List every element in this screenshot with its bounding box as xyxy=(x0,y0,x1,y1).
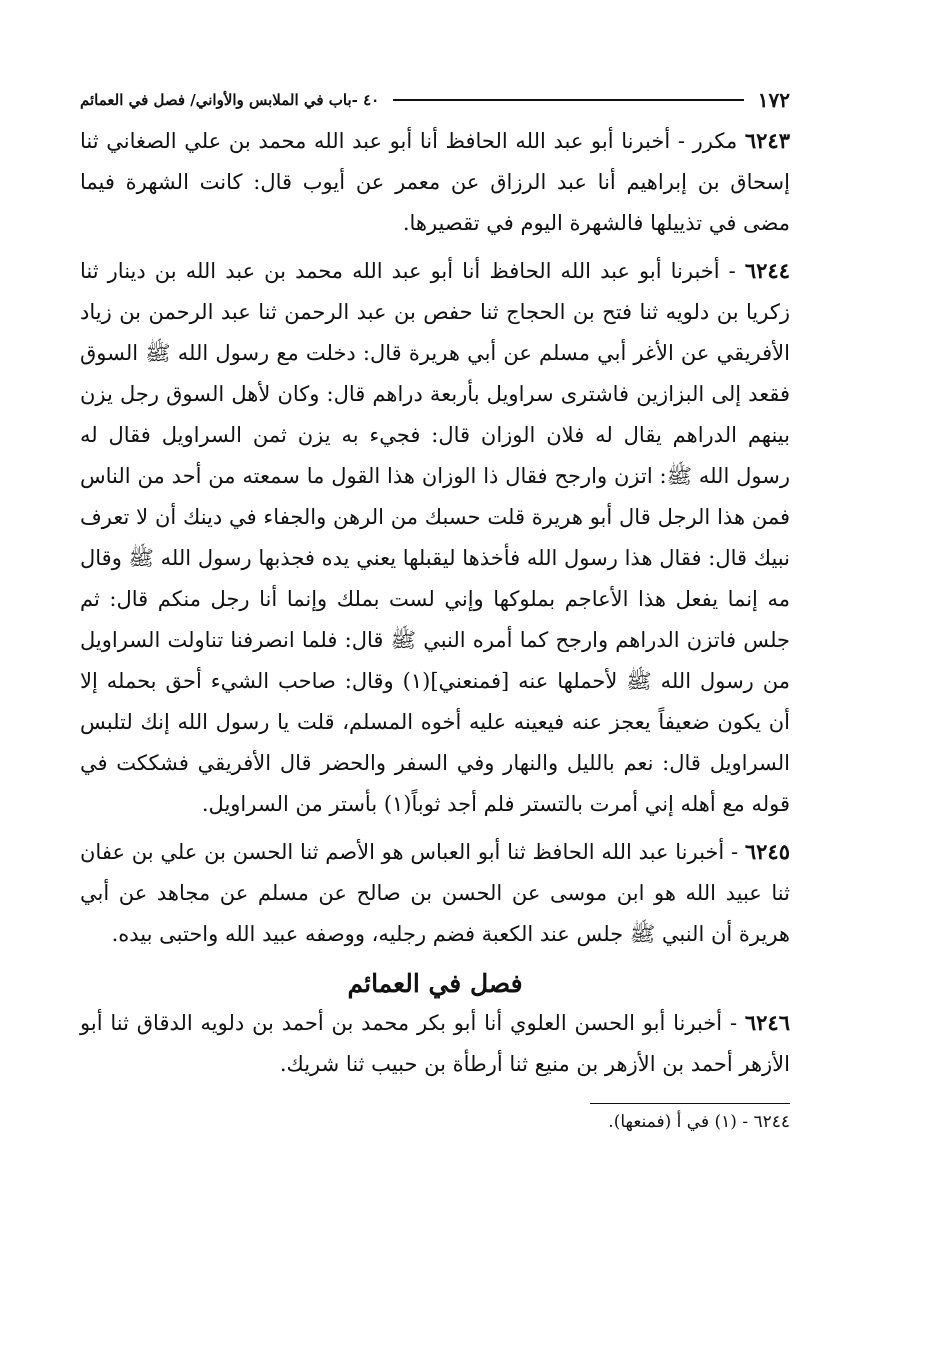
book-page xyxy=(80,80,790,1132)
hadith-text: - أخبرنا عبد الله الحافظ ثنا أبو العباس هو الأصم ثنا الحسن بن علي بن عفان ثنا عبيد الله هو ابن موسى عن الحسن بن صالح عن مسلم عن مجاهد عن أبي هريرة أن النبي ﷺ جلس عند الكعبة فضم رجليه، ووصفه عبيد الله واحتبى بيده. xyxy=(80,840,790,946)
footnote-rule xyxy=(590,1103,790,1104)
hadith-number: ٦٢٤٥ xyxy=(744,839,790,864)
footnote: ٦٢٤٤ - (١) في أ (فمنعها). xyxy=(608,1112,790,1132)
hadith-number: ٦٢٤٦ xyxy=(744,1010,790,1035)
page-number: ١٧٢ xyxy=(757,88,790,112)
hadith-paragraph xyxy=(80,1002,790,1085)
hadith-paragraph xyxy=(80,120,790,244)
section-title: فصل في العمائم xyxy=(347,969,523,998)
hadith-text: - أخبرنا أبو عبد الله الحافظ أنا أبو عبد الله محمد بن عبد الله بن دينار ثنا زكريا بن دلويه ثنا فتح بن الحجاج ثنا حفص بن عبد الرحمن ثنا عبد الرحمن بن زياد الأفريقي عن الأغر أبي مسلم عن أبي هريرة قال: دخلت مع رسول الله ﷺ السوق فقعد إلى البزازين فاشترى سراويل بأربعة دراهم قال: وكان لأهل السوق رجل يزن بينهم الدراهم يقال له فلان الوزان قال: فجيء به يزن ثمن السراويل فقال له رسول الله ﷺ: اتزن وارجح فقال ذا الوزان هذا القول ما سمعته من أحد من الناس فمن هذا الرجل قال أبو هريرة قلت حسبك من الرهن والجفاء في دينك أن لا تعرف نبيك قال: فقال هذا رسول الله فأخذها ليقبلها يعني يده فجذبها رسول الله ﷺ وقال مه إنما يفعل هذا الأعاجم بملوكها وإني لست بملك وإنما أنا رجل منكم قال: ثم جلس فاتزن الدراهم وارجح كما أمره النبي ﷺ قال: فلما انصرفنا تناولت السراويل من رسول الله ﷺ لأحملها عنه [فمنعني](١) وقال: صاحب الشيء أحق بحمله إلا أن يكون ضعيفاً يعجز عنه فيعينه عليه أخوه المسلم، قلت يا رسول الله إنك لتلبس السراويل قال: نعم بالليل والنهار وفي السفر والحضر قال الأفريقي فشككت في قوله مع أهله إني أمرت بالتستر فلم أجد ثوباً(١) بأستر من السراويل. xyxy=(80,259,790,816)
running-header xyxy=(80,80,790,120)
running-title: ٤٠ -باب في الملابس والأواني/ فصل في العمائم xyxy=(80,91,380,109)
hadith-text: مكرر - أخبرنا أبو عبد الله الحافظ أنا أبو عبد الله محمد بن علي الصغاني ثنا إسحاق بن إبراهيم أنا عبد الرزاق عن معمر عن أيوب قال: كانت الشهرة فيما مضى في تذييلها فالشهرة اليوم في تقصيرها. xyxy=(80,129,790,235)
header-rule xyxy=(393,99,744,101)
hadith-text: - أخبرنا أبو الحسن العلوي أنا أبو بكر محمد بن أحمد بن دلويه الدقاق ثنا أبو الأزهر أحمد بن الأزهر بن منيع ثنا أرطأة بن حبيب ثنا شريك. xyxy=(80,1011,790,1076)
hadith-number: ٦٢٤٣ xyxy=(744,128,790,153)
hadith-paragraph xyxy=(80,250,790,825)
hadith-paragraph xyxy=(80,831,790,955)
hadith-number: ٦٢٤٤ xyxy=(744,258,790,283)
